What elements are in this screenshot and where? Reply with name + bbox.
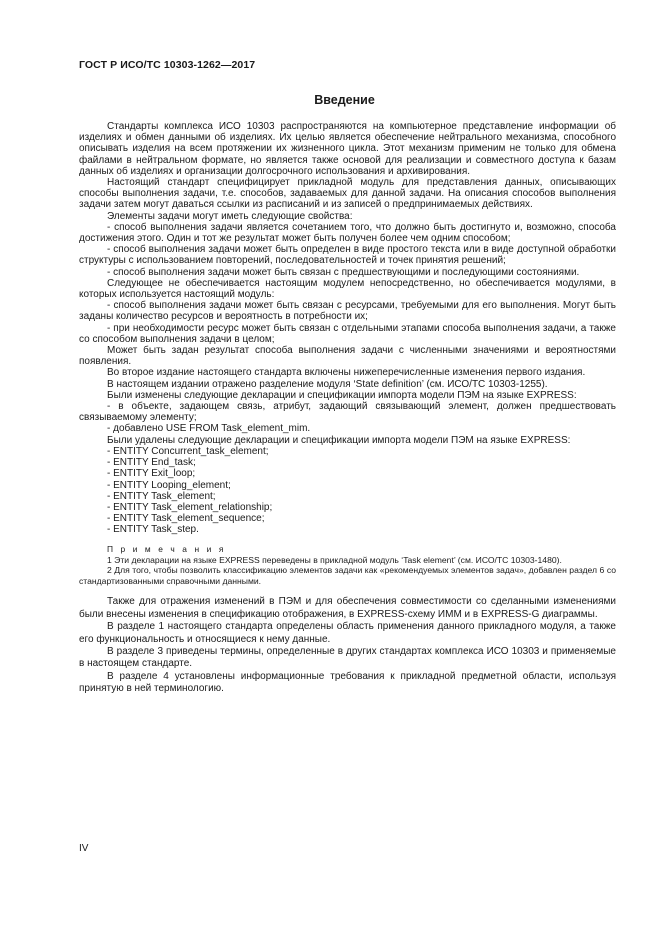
list-item: - в объекте, задающем связь, атрибут, задающий связывающий элемент, должен предшествовать связываемому элементу;: [79, 401, 616, 424]
list-item: - ENTITY Task_element_sequence;: [107, 513, 265, 525]
body-text: [79, 121, 616, 696]
closing-paragraphs: [79, 596, 616, 695]
paragraph: Стандарты комплекса ИСО 10303 распространяются на компьютерное представление информации об изделиях и обмен данными об изделиях. Их целью является обеспечение нейтрального механизма, способного описывать изделия на всем протяжении их жизненного цикла. Этот механизм применим не только для обмена файлами в нейтральном формате, но является также основой для реализации и совместного доступа к базам данных об изделиях и организации долгосрочного использования и архивирования.: [79, 121, 616, 177]
list-item: - ENTITY Task_element_relationship;: [107, 501, 273, 513]
standard-header: ГОСТ Р ИСО/ТС 10303-1262—2017: [79, 59, 256, 71]
notes-title: П р и м е ч а н и я: [107, 543, 226, 554]
list-item: - ENTITY Exit_loop;: [107, 468, 196, 480]
page-title: Введение: [314, 93, 375, 107]
paragraph: Также для отражения изменений в ПЭМ и для обеспечения совместимости со сделанными изменениями были внесены изменения в спецификацию отображения, в EXPRESS-схему ИММ и в EXPRESS-G диаграммы.: [79, 596, 616, 620]
list-item: - способ выполнения задачи является сочетанием того, что должно быть достигнуто и, возможно, способа достижения этого. Один и тот же результат может быть получен более чем одним способом;: [79, 221, 616, 245]
list-item: - ENTITY Concurrent_task_element;: [107, 445, 269, 457]
list-item: - способ выполнения задачи может быть связан с предшествующими и последующими состояниями.: [107, 266, 580, 278]
paragraph: В разделе 4 установлены информационные требования к прикладной предметной области, используя принятую в ней терминологию.: [79, 670, 616, 695]
page-number: IV: [79, 843, 89, 854]
paragraph: В настоящем издании отражено разделение модуля ‘State definition’ (см. ИСО/ТС 10303-1255).: [107, 378, 548, 390]
notes-block: [79, 544, 616, 587]
paragraph: Настоящий стандарт специфицирует прикладной модуль для представления данных, описывающих способы выполнения задачи, т.е. способов, задаваемых для данной задачи. На описания способов выполнения задачи затем могут даваться ссылки из расписаний и из записей о предпринимаемых действиях.: [79, 177, 616, 211]
paragraph: Во второе издание настоящего стандарта включены нижеперечисленные изменения первого издания.: [107, 367, 586, 379]
list-item: - ENTITY Looping_element;: [107, 479, 231, 491]
list-item: - при необходимости ресурс может быть связан с отдельными этапами способа выполнения задачи, а также со способом выполнения задачи в целом;: [79, 322, 616, 345]
paragraph: Были изменены следующие декларации и спецификации импорта модели ПЭМ на языке EXPRESS:: [107, 389, 577, 401]
list-item: - добавлено USE FROM Task_element_mim.: [107, 423, 311, 435]
paragraph: Следующее не обеспечивается настоящим модулем непосредственно, но обеспечивается модулями, в которых используется настоящий модуль:: [79, 277, 616, 301]
paragraph: Были удалены следующие декларации и спецификации импорта модели ПЭМ на языке EXPRESS:: [107, 434, 571, 446]
list-item: - ENTITY Task_step.: [107, 524, 199, 536]
list-item: - способ выполнения задачи может быть определен в виде простого текста или в виде доступной обработки структуры с использованием повторений, последовательностей и точек принятия решений;: [79, 244, 616, 267]
paragraph: Может быть задан результат способа выполнения задачи с численными значениями и вероятностями появления.: [79, 345, 616, 368]
note-item: 2 Для того, чтобы позволить классификацию элементов задачи как «рекомендуемых элементов задач», добавлен раздел 6 со стандартизованными справочными данными.: [79, 565, 616, 586]
paragraph: В разделе 3 приведены термины, определенные в других стандартах комплекса ИСО 10303 и применяемые в настоящем стандарте.: [79, 645, 616, 670]
list-item: - ENTITY End_task;: [107, 457, 196, 469]
paragraph: В разделе 1 настоящего стандарта определены область применения данного прикладного модуля, а также его функциональность и относящиеся к нему данные.: [79, 621, 616, 645]
note-item: 1 Эти декларации на языке EXPRESS переведены в прикладной модуль ‘Task element’ (см. ИСО/ТС 10303-1480).: [107, 554, 562, 565]
list-item: - способ выполнения задачи может быть связан с ресурсами, требуемыми для его выполнения. Могут быть заданы количество ресурсов и вероятность в потребности их;: [79, 300, 616, 323]
paragraph: Элементы задачи могут иметь следующие свойства:: [107, 210, 353, 222]
list-item: - ENTITY Task_element;: [107, 490, 216, 502]
